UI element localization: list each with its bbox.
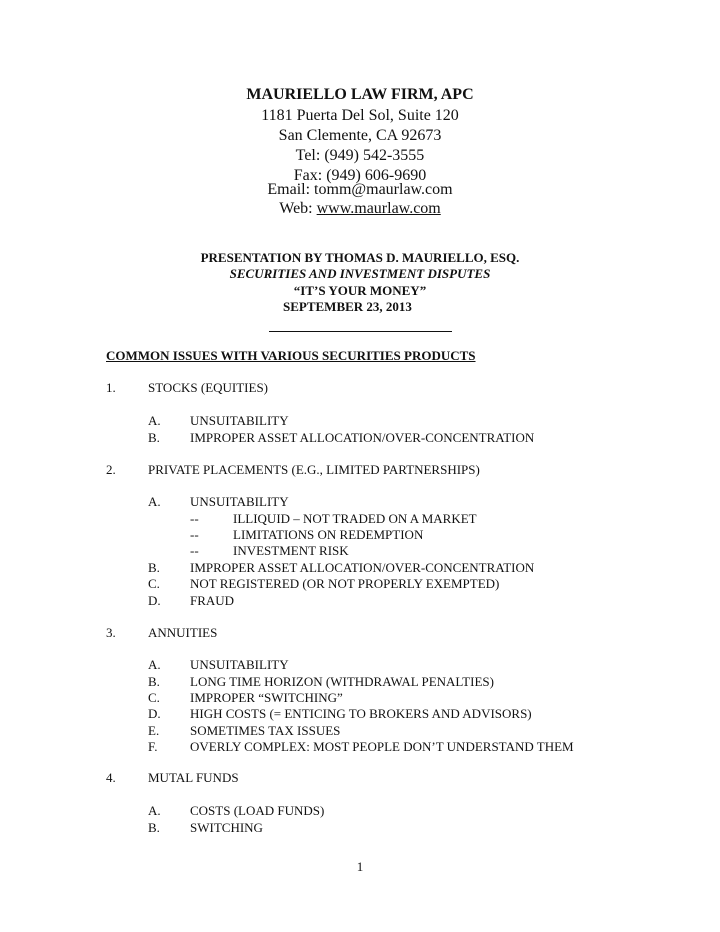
email: Email: tomm@maurlaw.com xyxy=(267,181,453,198)
list-number: 3. xyxy=(106,625,116,640)
list-letter: B. xyxy=(148,430,160,445)
list-subitem: ILLIQUID – NOT TRADED ON A MARKET xyxy=(233,511,477,526)
list-letter: B. xyxy=(148,560,160,575)
list-item: SOMETIMES TAX ISSUES xyxy=(190,723,341,738)
list-item: UNSUITABILITY xyxy=(190,413,289,428)
list-item: OVERLY COMPLEX: MOST PEOPLE DON’T UNDERSTAND THEM xyxy=(190,739,574,754)
list-subitem: LIMITATIONS ON REDEMPTION xyxy=(233,527,424,542)
list-title: STOCKS (EQUITIES) xyxy=(148,380,269,395)
list-item: LONG TIME HORIZON (WITHDRAWAL PENALTIES) xyxy=(190,674,494,689)
list-item: COSTS (LOAD FUNDS) xyxy=(190,803,325,818)
list-letter: D. xyxy=(148,593,161,608)
list-item: IMPROPER “SWITCHING” xyxy=(190,690,343,705)
list-letter: F. xyxy=(148,739,158,754)
website-link[interactable]: www.maurlaw.com xyxy=(316,200,441,217)
list-letter: C. xyxy=(148,690,160,705)
presentation-by: PRESENTATION BY THOMAS D. MAURIELLO, ESQ. xyxy=(200,250,520,265)
section-heading: COMMON ISSUES WITH VARIOUS SECURITIES PRODUCTS xyxy=(106,348,476,363)
list-number: 2. xyxy=(106,462,116,477)
list-dash: -- xyxy=(190,543,199,558)
list-item: IMPROPER ASSET ALLOCATION/OVER-CONCENTRATION xyxy=(190,430,535,445)
list-letter: E. xyxy=(148,723,160,738)
list-title: PRIVATE PLACEMENTS (E.G., LIMITED PARTNERSHIPS) xyxy=(148,462,480,477)
address-line-1: 1181 Puerta Del Sol, Suite 120 xyxy=(261,107,459,124)
list-item: HIGH COSTS (= ENTICING TO BROKERS AND ADVISORS) xyxy=(190,706,532,721)
list-dash: -- xyxy=(190,511,199,526)
list-letter: B. xyxy=(148,674,160,689)
divider-rule xyxy=(269,331,452,332)
presentation-date: SEPTEMBER 23, 2013 xyxy=(283,299,412,314)
telephone: Tel: (949) 542-3555 xyxy=(295,147,425,164)
list-subitem: INVESTMENT RISK xyxy=(233,543,349,558)
list-letter: A. xyxy=(148,657,161,672)
list-item: FRAUD xyxy=(190,593,235,608)
list-item: UNSUITABILITY xyxy=(190,494,289,509)
list-letter: D. xyxy=(148,706,161,721)
address-line-2: San Clemente, CA 92673 xyxy=(278,127,442,144)
presentation-subject: SECURITIES AND INVESTMENT DISPUTES xyxy=(229,266,491,281)
list-letter: C. xyxy=(148,576,160,591)
list-item: NOT REGISTERED (OR NOT PROPERLY EXEMPTED) xyxy=(190,576,500,591)
list-dash: -- xyxy=(190,527,199,542)
list-item: IMPROPER ASSET ALLOCATION/OVER-CONCENTRATION xyxy=(190,560,535,575)
list-letter: B. xyxy=(148,820,160,835)
list-title: ANNUITIES xyxy=(148,625,218,640)
page-number: 1 xyxy=(356,859,364,874)
list-number: 4. xyxy=(106,770,116,785)
website-label: Web: xyxy=(279,200,317,217)
list-letter: A. xyxy=(148,803,161,818)
list-item: SWITCHING xyxy=(190,820,263,835)
list-title: MUTAL FUNDS xyxy=(148,770,239,785)
list-item: UNSUITABILITY xyxy=(190,657,289,672)
presentation-title: “IT’S YOUR MONEY” xyxy=(293,283,427,298)
website-line xyxy=(0,201,720,217)
list-letter: A. xyxy=(148,413,161,428)
firm-name: MAURIELLO LAW FIRM, APC xyxy=(246,86,474,103)
list-number: 1. xyxy=(106,380,116,395)
list-letter: A. xyxy=(148,494,161,509)
fax: Fax: (949) 606-9690 xyxy=(293,167,427,184)
